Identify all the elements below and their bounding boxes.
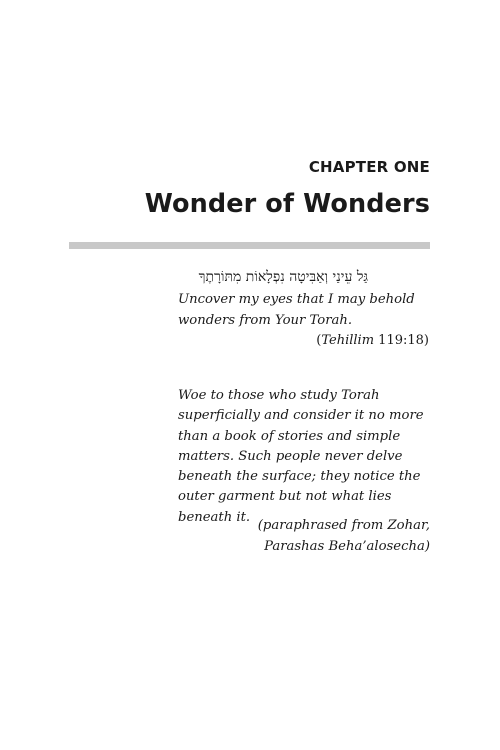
quote-line: matters. Such people never delve bbox=[178, 448, 403, 464]
citation-line: (paraphrased from Zohar, bbox=[257, 518, 430, 533]
quote-line: outer garment but not what lies bbox=[178, 489, 392, 505]
quote-line: superficially and consider it no more bbox=[178, 408, 424, 424]
zohar-quote bbox=[178, 386, 424, 528]
quote-line: Woe to those who study Torah bbox=[178, 388, 380, 403]
verse-citation bbox=[316, 331, 429, 351]
verse-line: wonders from Your Torah. bbox=[178, 312, 353, 328]
citation-ref: 119:18) bbox=[374, 333, 429, 348]
citation-line: Parashas Beha’alosecha) bbox=[264, 538, 430, 554]
verse-translation bbox=[178, 290, 415, 331]
citation-book: Tehillim bbox=[321, 333, 375, 348]
quote-line: beneath it. bbox=[178, 509, 251, 525]
quote-line: beneath the surface; they notice the bbox=[178, 469, 421, 485]
title-divider bbox=[69, 242, 430, 249]
chapter-number: CHAPTER ONE bbox=[308, 158, 430, 176]
citation-open: ( bbox=[316, 333, 322, 348]
verse-line: Uncover my eyes that I may behold bbox=[178, 292, 415, 307]
hebrew-verse: גַּל עֵינַי וְאַבִּיטָה נִפְלָאוֹת מִתּוֹרָתֶךָ bbox=[198, 269, 368, 285]
zohar-citation bbox=[258, 516, 430, 557]
chapter-title: Wonder of Wonders bbox=[144, 189, 430, 219]
quote-line: than a book of stories and simple bbox=[178, 428, 401, 444]
